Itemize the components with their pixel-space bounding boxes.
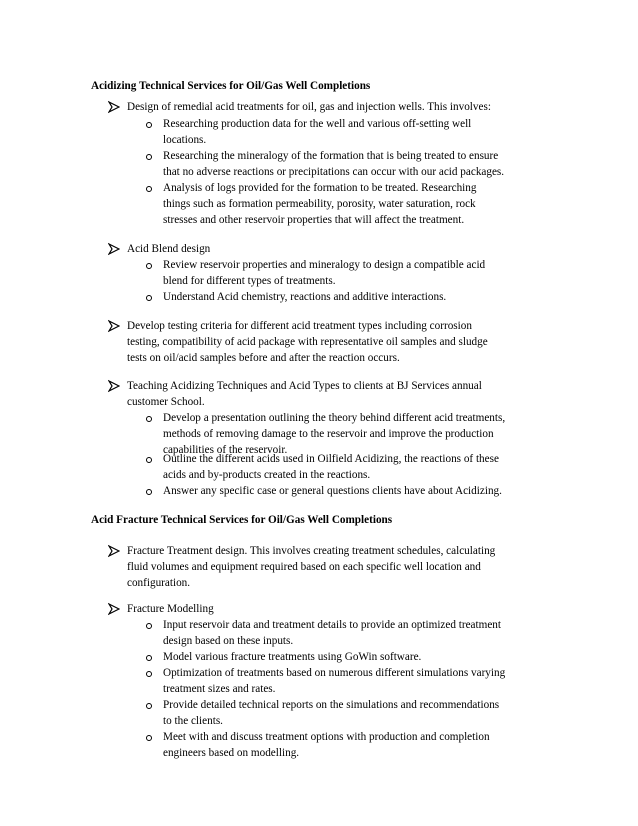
circle-bullet-icon <box>145 451 153 467</box>
circle-bullet-icon <box>145 617 153 633</box>
bullet-text: Teaching Acidizing Techniques and Acid Types to clients at BJ Services annual <box>127 380 482 392</box>
bullet-text: fluid volumes and equipment required based on each specific well location and <box>127 561 481 573</box>
sub-bullet-text: Develop a presentation outlining the theory behind different acid treatments, <box>163 412 506 424</box>
arrow-bullet-icon <box>108 378 120 394</box>
bullet-text: Acid Blend design <box>127 243 211 255</box>
sub-bullet-text: Model various fracture treatments using GoWin software. <box>163 651 422 663</box>
sub-bullet-text: Answer any specific case or general questions clients have about Acidizing. <box>163 485 502 497</box>
sub-bullet-text: locations. <box>163 134 207 146</box>
sub-bullet-text: Review reservoir properties and mineralogy to design a compatible acid <box>163 259 486 271</box>
circle-bullet-icon <box>145 649 153 665</box>
sub-bullet-text: Analysis of logs provided for the formation to be treated. Researching <box>163 182 477 194</box>
section-heading-acidizing: Acidizing Technical Services for Oil/Gas Well Completions <box>91 80 371 92</box>
circle-bullet-icon <box>145 289 153 305</box>
bullet-text: Fracture Treatment design. This involves creating treatment schedules, calculating <box>127 545 496 557</box>
sub-bullet-text: to the clients. <box>163 715 223 727</box>
circle-bullet-icon <box>145 180 153 196</box>
sub-bullet-text: stresses and other reservoir properties that will affect the treatment. <box>163 214 465 226</box>
circle-bullet-icon <box>145 665 153 681</box>
sub-bullet-text: blend for different types of treatments. <box>163 275 336 287</box>
arrow-bullet-icon <box>108 543 120 559</box>
bullet-text: configuration. <box>127 577 191 589</box>
arrow-bullet-icon <box>108 99 120 115</box>
sub-bullet-text: Optimization of treatments based on numerous different simulations varying <box>163 667 506 679</box>
sub-bullet-text: that no adverse reactions or precipitations can occur with our acid packages. <box>163 166 505 178</box>
arrow-bullet-icon <box>108 601 120 617</box>
sub-bullet-text: things such as formation permeability, porosity, water saturation, rock <box>163 198 476 210</box>
sub-bullet-text: Outline the different acids used in Oilfield Acidizing, the reactions of these <box>163 453 499 465</box>
circle-bullet-icon <box>145 483 153 499</box>
sub-bullet-text: treatment sizes and rates. <box>163 683 276 695</box>
circle-bullet-icon <box>145 410 153 426</box>
section-heading-acid-fracture: Acid Fracture Technical Services for Oil/Gas Well Completions <box>91 514 393 526</box>
bullet-text: testing, compatibility of acid package with representative oil samples and sludge <box>127 336 488 348</box>
arrow-bullet-icon <box>108 241 120 257</box>
circle-bullet-icon <box>145 729 153 745</box>
sub-bullet-text: Researching the mineralogy of the formation that is being treated to ensure <box>163 150 499 162</box>
bullet-text: Develop testing criteria for different acid treatment types including corrosion <box>127 320 472 332</box>
sub-bullet-text: engineers based on modelling. <box>163 747 300 759</box>
circle-bullet-icon <box>145 148 153 164</box>
circle-bullet-icon <box>145 697 153 713</box>
sub-bullet-text: Understand Acid chemistry, reactions and additive interactions. <box>163 291 447 303</box>
sub-bullet-text: Provide detailed technical reports on the simulations and recommendations <box>163 699 500 711</box>
bullet-text: tests on oil/acid samples before and after the reaction occurs. <box>127 352 400 364</box>
sub-bullet-text: methods of removing damage to the reservoir and improve the production <box>163 428 494 440</box>
sub-bullet-text: design based on these inputs. <box>163 635 294 647</box>
circle-bullet-icon <box>145 116 153 132</box>
bullet-text: Design of remedial acid treatments for oil, gas and injection wells. This involves: <box>127 101 491 113</box>
arrow-bullet-icon <box>108 318 120 334</box>
sub-bullet-text: capabilities of the reservoir. <box>163 444 288 456</box>
bullet-text: Fracture Modelling <box>127 603 214 615</box>
circle-bullet-icon <box>145 257 153 273</box>
sub-bullet-text: Meet with and discuss treatment options with production and completion <box>163 731 490 743</box>
sub-bullet-text: Input reservoir data and treatment details to provide an optimized treatment <box>163 619 501 631</box>
sub-bullet-text: Researching production data for the well and various off-setting well <box>163 118 472 130</box>
bullet-text: customer School. <box>127 396 205 408</box>
sub-bullet-text: acids and by-products created in the reactions. <box>163 469 371 481</box>
